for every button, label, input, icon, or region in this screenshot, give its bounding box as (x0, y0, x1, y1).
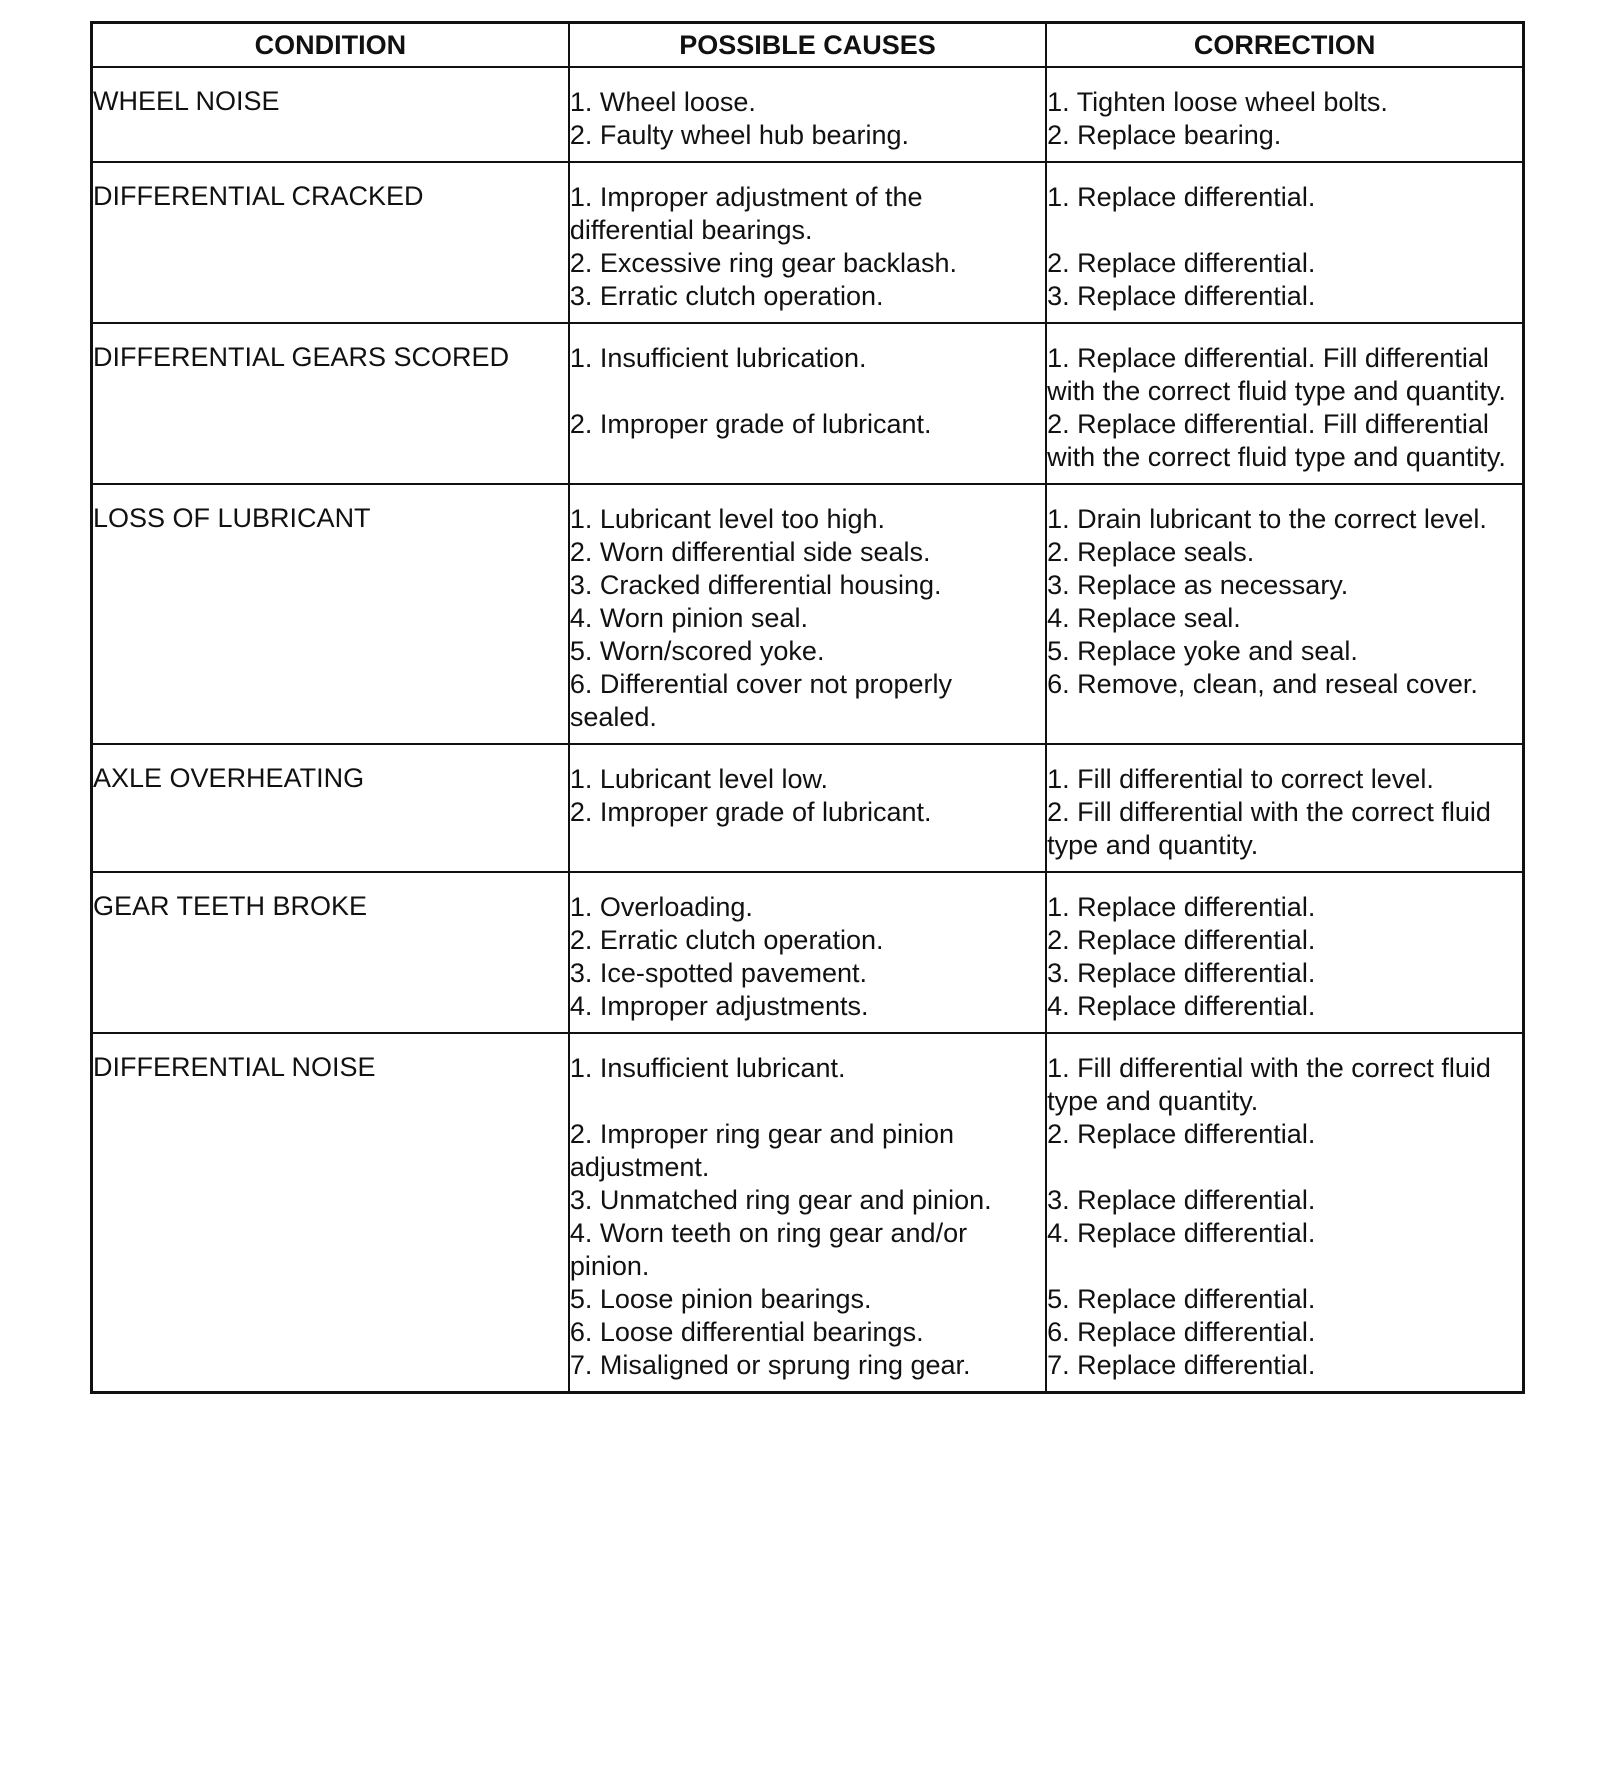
diagnosis-table (90, 21, 1525, 1394)
possible-cause-cell: 6. Loose differential bearings. (569, 1316, 1046, 1349)
possible-cause-cell: 3. Erratic clutch operation. (569, 280, 1046, 323)
header-possible-causes: POSSIBLE CAUSES (569, 23, 1046, 68)
possible-cause-cell: 2. Improper grade of lubricant. (569, 408, 1046, 484)
correction-cell: 2. Replace differential. (1046, 1118, 1523, 1184)
correction-cell: 3. Replace as necessary. (1046, 569, 1523, 602)
correction-cell: 6. Replace differential. (1046, 1316, 1523, 1349)
possible-cause-cell: 2. Worn differential side seals. (569, 536, 1046, 569)
diagnosis-table-container (90, 21, 1525, 1394)
possible-cause-cell: 3. Unmatched ring gear and pinion. (569, 1184, 1046, 1217)
table-row (92, 67, 1524, 119)
condition-cell: AXLE OVERHEATING (92, 744, 569, 872)
table-row (92, 484, 1524, 536)
header-condition: CONDITION (92, 23, 569, 68)
correction-cell: 3. Replace differential. (1046, 280, 1523, 323)
table-row (92, 744, 1524, 796)
correction-cell: 2. Replace differential. (1046, 924, 1523, 957)
condition-cell: DIFFERENTIAL GEARS SCORED (92, 323, 569, 484)
table-row (92, 323, 1524, 408)
correction-cell: 2. Replace differential. (1046, 247, 1523, 280)
correction-cell: 1. Replace differential. Fill differential with the correct fluid type and quantity. (1046, 323, 1523, 408)
table-row (92, 162, 1524, 247)
correction-cell: 1. Drain lubricant to the correct level. (1046, 484, 1523, 536)
possible-cause-cell: 3. Cracked differential housing. (569, 569, 1046, 602)
condition-cell: DIFFERENTIAL NOISE (92, 1033, 569, 1393)
correction-cell: 1. Replace differential. (1046, 162, 1523, 247)
possible-cause-cell: 1. Lubricant level too high. (569, 484, 1046, 536)
diagnosis-table-body (92, 67, 1524, 1393)
correction-cell: 5. Replace yoke and seal. (1046, 635, 1523, 668)
correction-cell: 2. Fill differential with the correct fluid type and quantity. (1046, 796, 1523, 872)
possible-cause-cell: 2. Erratic clutch operation. (569, 924, 1046, 957)
correction-cell: 3. Replace differential. (1046, 1184, 1523, 1217)
header-correction: CORRECTION (1046, 23, 1523, 68)
possible-cause-cell: 5. Loose pinion bearings. (569, 1283, 1046, 1316)
correction-cell: 2. Replace bearing. (1046, 119, 1523, 162)
possible-cause-cell: 2. Improper ring gear and pinion adjustment. (569, 1118, 1046, 1184)
possible-cause-cell: 2. Excessive ring gear backlash. (569, 247, 1046, 280)
possible-cause-cell: 2. Improper grade of lubricant. (569, 796, 1046, 872)
correction-cell: 1. Fill differential to correct level. (1046, 744, 1523, 796)
condition-cell: DIFFERENTIAL CRACKED (92, 162, 569, 323)
correction-cell: 4. Replace seal. (1046, 602, 1523, 635)
condition-cell: WHEEL NOISE (92, 67, 569, 162)
correction-cell: 1. Fill differential with the correct fluid type and quantity. (1046, 1033, 1523, 1118)
correction-cell: 4. Replace differential. (1046, 990, 1523, 1033)
possible-cause-cell: 4. Worn pinion seal. (569, 602, 1046, 635)
possible-cause-cell: 1. Lubricant level low. (569, 744, 1046, 796)
condition-cell: GEAR TEETH BROKE (92, 872, 569, 1033)
condition-cell: LOSS OF LUBRICANT (92, 484, 569, 744)
possible-cause-cell: 4. Improper adjustments. (569, 990, 1046, 1033)
possible-cause-cell: 4. Worn teeth on ring gear and/or pinion. (569, 1217, 1046, 1283)
table-row (92, 872, 1524, 924)
possible-cause-cell: 7. Misaligned or sprung ring gear. (569, 1349, 1046, 1393)
possible-cause-cell: 1. Insufficient lubrication. (569, 323, 1046, 408)
possible-cause-cell: 1. Wheel loose. (569, 67, 1046, 119)
possible-cause-cell: 1. Improper adjustment of the differential bearings. (569, 162, 1046, 247)
correction-cell: 1. Tighten loose wheel bolts. (1046, 67, 1523, 119)
correction-cell: 6. Remove, clean, and reseal cover. (1046, 668, 1523, 744)
possible-cause-cell: 5. Worn/scored yoke. (569, 635, 1046, 668)
possible-cause-cell: 3. Ice-spotted pavement. (569, 957, 1046, 990)
possible-cause-cell: 1. Insufficient lubricant. (569, 1033, 1046, 1118)
correction-cell: 4. Replace differential. (1046, 1217, 1523, 1283)
correction-cell: 3. Replace differential. (1046, 957, 1523, 990)
possible-cause-cell: 1. Overloading. (569, 872, 1046, 924)
correction-cell: 2. Replace seals. (1046, 536, 1523, 569)
header-row (92, 23, 1524, 68)
correction-cell: 1. Replace differential. (1046, 872, 1523, 924)
possible-cause-cell: 6. Differential cover not properly sealed. (569, 668, 1046, 744)
possible-cause-cell: 2. Faulty wheel hub bearing. (569, 119, 1046, 162)
table-row (92, 1033, 1524, 1118)
correction-cell: 7. Replace differential. (1046, 1349, 1523, 1393)
correction-cell: 2. Replace differential. Fill differential with the correct fluid type and quantity. (1046, 408, 1523, 484)
correction-cell: 5. Replace differential. (1046, 1283, 1523, 1316)
